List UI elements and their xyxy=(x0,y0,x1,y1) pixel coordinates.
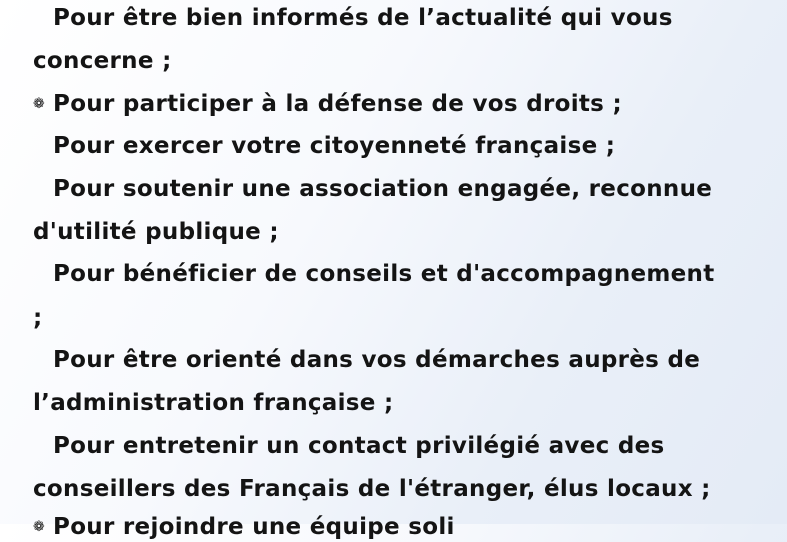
text-line: concerne ; xyxy=(33,48,172,74)
text-line: d'utilité publique ; xyxy=(33,219,279,245)
text-line: Pour exercer votre citoyenneté française ; xyxy=(53,133,616,159)
text-line: Pour rejoindre une équipe soli xyxy=(53,514,455,540)
text-line: Pour être bien informés de l’actualité qui vous xyxy=(53,5,673,31)
text-line: Pour participer à la défense de vos droits ; xyxy=(53,91,622,117)
bullet-line xyxy=(33,512,455,542)
text-line: ; xyxy=(33,305,43,331)
flower-bullet-icon: ❁ xyxy=(33,96,46,112)
flower-bullet-icon: ❁ xyxy=(33,519,46,535)
text-line: Pour entretenir un contact privilégié avec des xyxy=(53,433,665,459)
text-line: conseillers des Français de l'étranger, élus locaux ; xyxy=(33,476,711,502)
text-line: Pour soutenir une association engagée, reconnue xyxy=(53,176,713,202)
text-line: Pour être orienté dans vos démarches auprès de xyxy=(53,347,701,373)
text-line: Pour bénéficier de conseils et d'accompagnement xyxy=(53,261,715,287)
text-line: l’administration française ; xyxy=(33,390,394,416)
bullet-line xyxy=(33,89,622,119)
